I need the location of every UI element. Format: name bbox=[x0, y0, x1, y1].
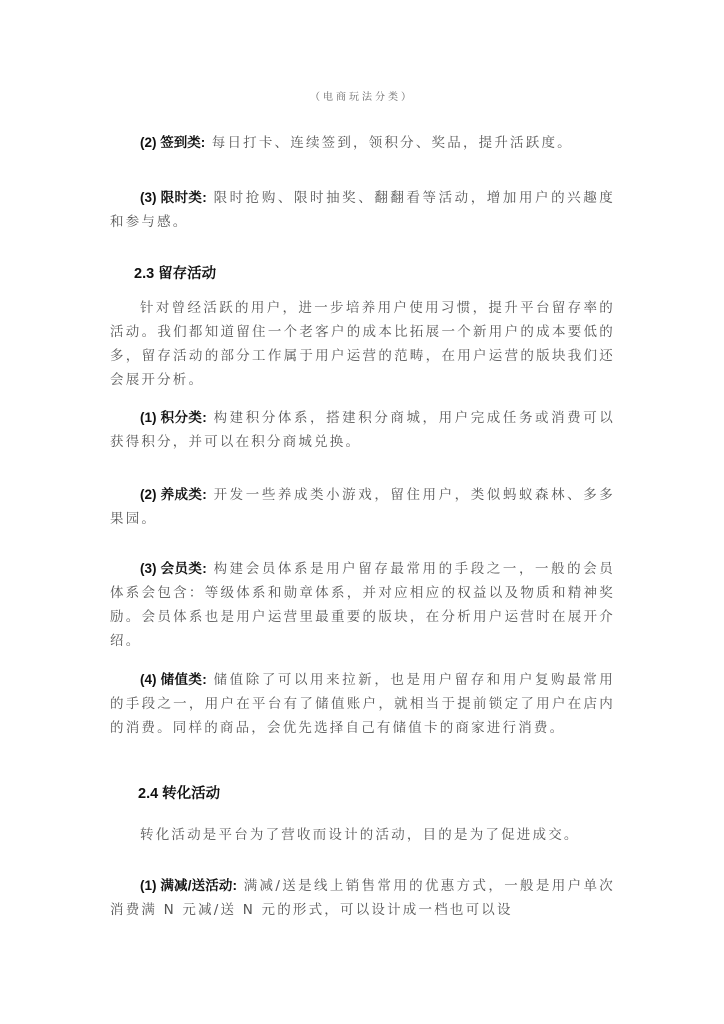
item-text: 每日打卡、连续签到，领积分、奖品，提升活跃度。 bbox=[211, 135, 573, 151]
item-text: 满减/送是线上销售常用的优惠方式，一般是用户单次消费满 N 元减/送 N 元的形式，可以设计成一档也可以设 bbox=[110, 878, 615, 918]
item-label: (2) 养成类: bbox=[140, 487, 207, 502]
item-discount bbox=[110, 874, 615, 922]
item-label: (3) 会员类: bbox=[140, 561, 207, 576]
item-membership bbox=[110, 557, 615, 653]
item-limited-time bbox=[110, 186, 615, 234]
item-cultivation bbox=[110, 483, 615, 531]
item-text: 储值除了可以用来拉新，也是用户留存和用户复购最常用的手段之一，用户在平台有了储值账户，就相当于提前锁定了用户在店内的消费。同样的商品，会优先选择自己有储值卡的商家进行消费。 bbox=[110, 672, 616, 736]
item-text: 限时抢购、限时抽奖、翻翻看等活动，增加用户的兴趣度和参与感。 bbox=[110, 190, 616, 230]
item-checkin bbox=[110, 131, 615, 155]
item-label: (2) 签到类: bbox=[140, 135, 206, 150]
item-stored-value bbox=[110, 668, 615, 740]
section-heading-retention: 2.3 留存活动 bbox=[134, 266, 217, 282]
image-caption: （电商玩法分类） bbox=[310, 92, 414, 103]
item-text: 构建积分体系，搭建积分商城，用户完成任务或消费可以获得积分，并可以在积分商城兑换。 bbox=[110, 410, 616, 450]
item-label: (1) 积分类: bbox=[140, 410, 207, 425]
item-label: (3) 限时类: bbox=[140, 190, 207, 205]
section-heading-conversion: 2.4 转化活动 bbox=[138, 786, 221, 802]
retention-intro: 针对曾经活跃的用户，进一步培养用户使用习惯，提升平台留存率的活动。我们都知道留住一个老客户的成本比拓展一个新用户的成本要低的多，留存活动的部分工作属于用户运营的范畴，在用户运营的版块我们还会展开分析。 bbox=[110, 300, 615, 388]
item-text: 构建会员体系是用户留存最常用的手段之一，一般的会员体系会包含：等级体系和勋章体系，并对应相应的权益以及物质和精神奖励。会员体系也是用户运营里最重要的版块，在分析用户运营时在展开介绍。 bbox=[110, 561, 616, 649]
item-label: (4) 储值类: bbox=[140, 672, 207, 687]
item-text: 开发一些养成类小游戏，留住用户，类似蚂蚁森林、多多果园。 bbox=[110, 487, 616, 527]
item-label: (1) 满减/送活动: bbox=[140, 878, 238, 893]
conversion-intro: 转化活动是平台为了营收而设计的活动，目的是为了促进成交。 bbox=[140, 827, 580, 843]
item-points bbox=[110, 406, 615, 454]
